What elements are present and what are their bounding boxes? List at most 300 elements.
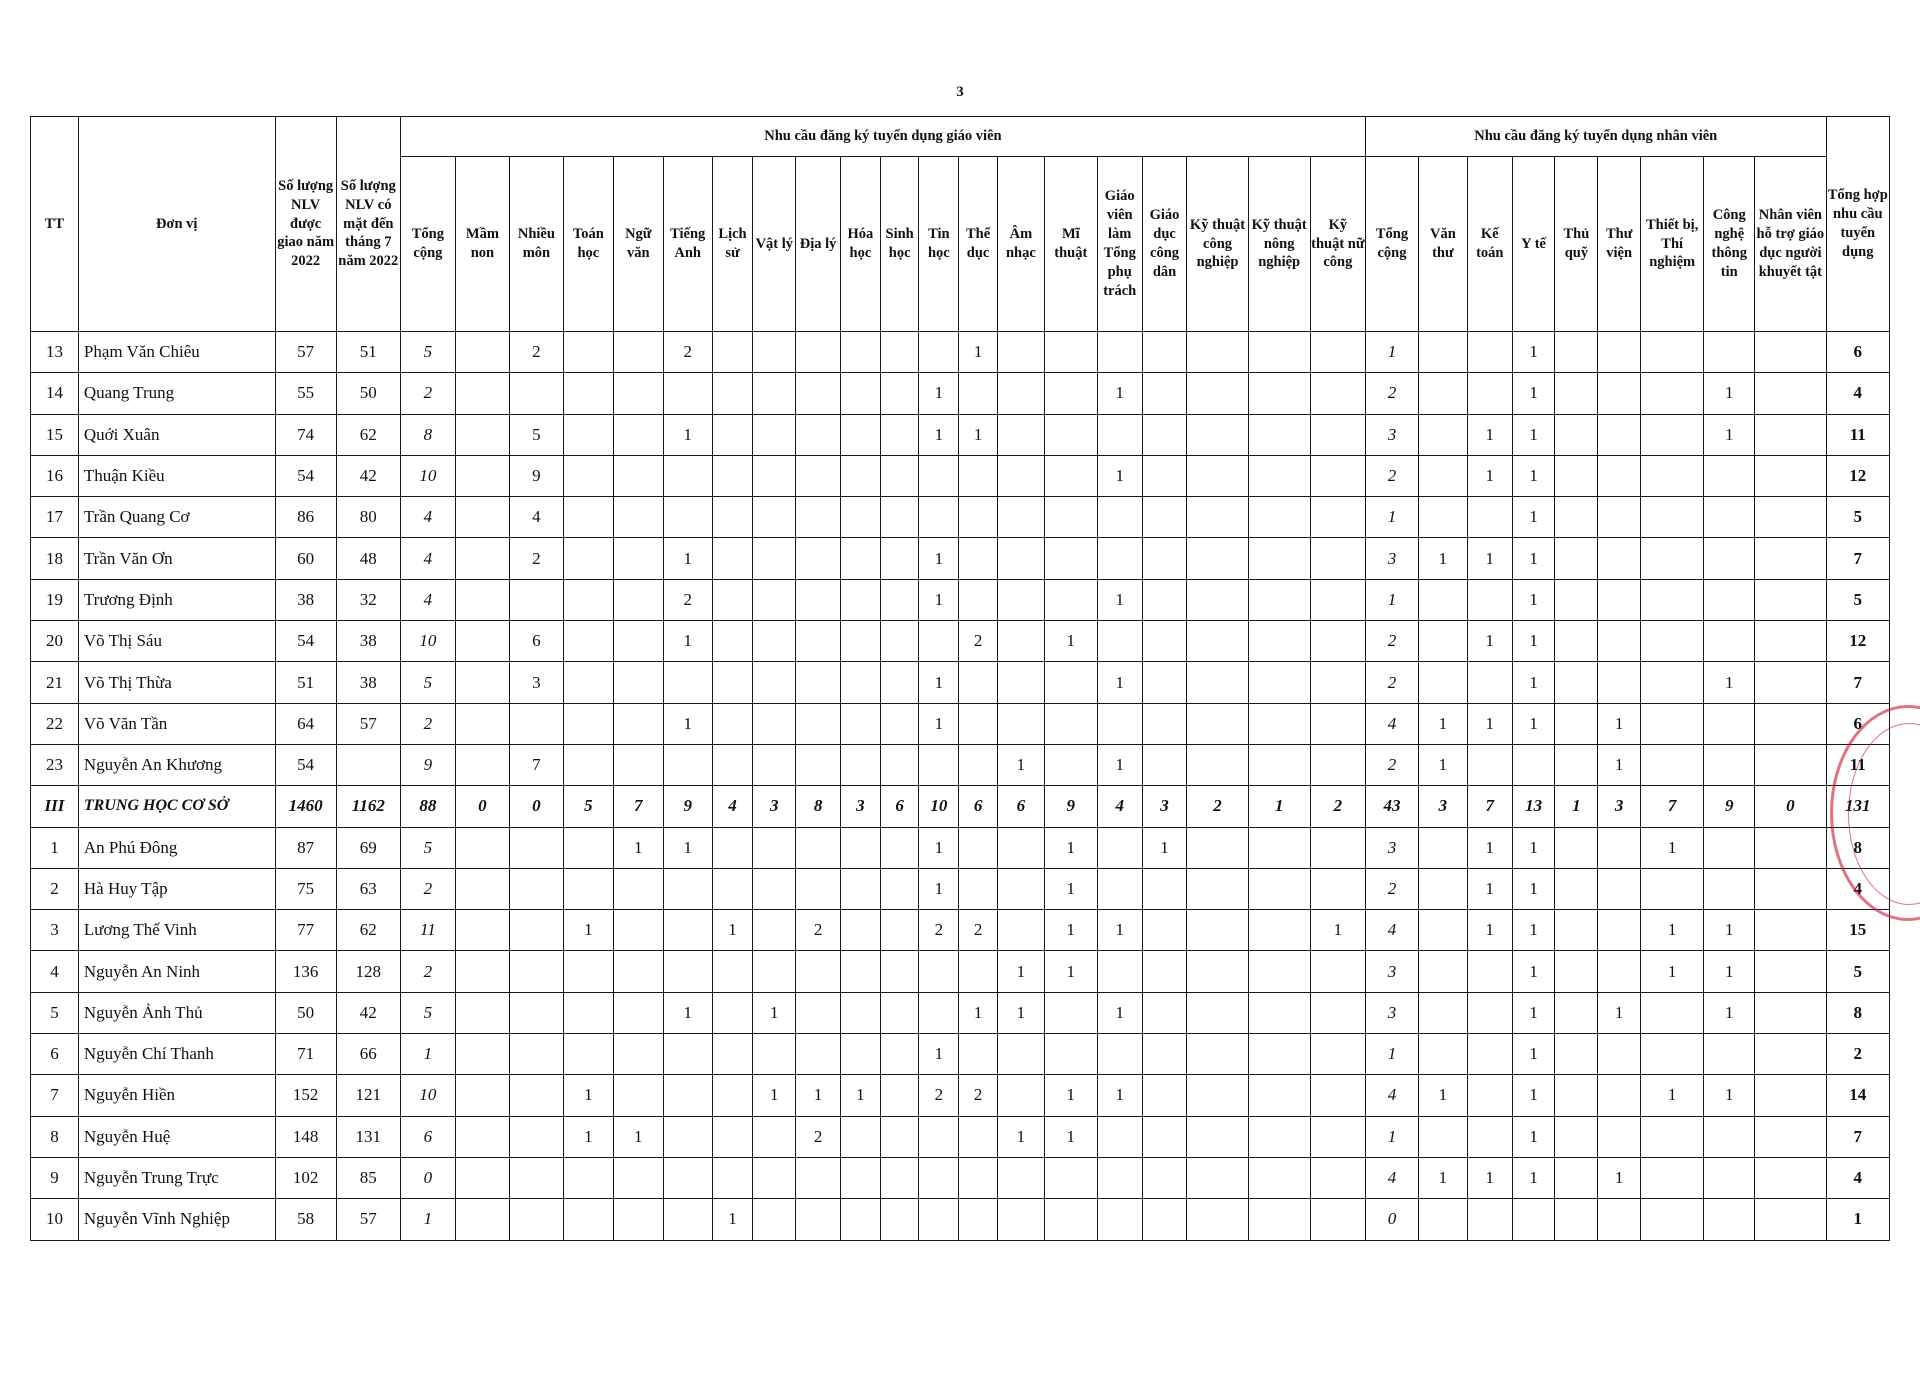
teacher-cell (563, 703, 613, 744)
row-grand-total: 15 (1826, 910, 1889, 951)
teacher-cell (1248, 992, 1310, 1033)
teacher-cell (1097, 497, 1142, 538)
teacher-cell: 1 (841, 1075, 881, 1116)
staff-cell (1598, 332, 1641, 373)
teacher-cell: 1 (919, 703, 959, 744)
row-quota: 75 (275, 868, 336, 909)
teacher-cell (1310, 332, 1365, 373)
staff-cell: 1 (1598, 703, 1641, 744)
teacher-cell: 1 (1044, 868, 1097, 909)
teacher-cell (712, 579, 753, 620)
staff-cell (1555, 662, 1598, 703)
teacher-cell: 1 (919, 868, 959, 909)
teacher-cell (509, 373, 563, 414)
teacher-cell (613, 1034, 663, 1075)
header-unit: Đơn vị (78, 117, 275, 332)
staff-cell (1418, 414, 1467, 455)
row-tt: 1 (31, 827, 79, 868)
staff-total-cell: 1 (1365, 332, 1418, 373)
teacher-cell (1248, 455, 1310, 496)
teacher-cell (663, 868, 712, 909)
teacher-cell (455, 455, 509, 496)
row-tt: 5 (31, 992, 79, 1033)
teacher-cell (1248, 332, 1310, 373)
header-teacher-col: Mĩ thuật (1044, 157, 1097, 332)
teacher-cell (1187, 497, 1248, 538)
teacher-cell (959, 455, 998, 496)
row-present: 69 (336, 827, 400, 868)
teacher-cell (509, 1116, 563, 1157)
teacher-cell (1310, 621, 1365, 662)
row-unit-name: Thuận Kiều (78, 455, 275, 496)
staff-cell: 1 (1512, 827, 1555, 868)
staff-cell: 7 (1467, 786, 1512, 827)
teacher-cell (1142, 1116, 1187, 1157)
teacher-cell (563, 414, 613, 455)
teacher-cell (880, 1116, 919, 1157)
teacher-cell (880, 827, 919, 868)
staff-cell: 1 (1641, 951, 1704, 992)
teacher-cell (712, 373, 753, 414)
staff-cell (1641, 868, 1704, 909)
table-row (31, 1116, 1890, 1157)
teacher-total-cell: 4 (400, 579, 455, 620)
teacher-cell (563, 497, 613, 538)
teacher-cell: 7 (509, 744, 563, 785)
teacher-cell (663, 1116, 712, 1157)
header-staff-col: Thủ quỹ (1555, 157, 1598, 332)
teacher-cell (1310, 662, 1365, 703)
staff-cell (1418, 992, 1467, 1033)
teacher-cell (613, 744, 663, 785)
row-grand-total: 7 (1826, 662, 1889, 703)
teacher-cell (455, 1199, 509, 1240)
teacher-cell (753, 744, 796, 785)
table-row (31, 868, 1890, 909)
teacher-total-cell: 2 (400, 951, 455, 992)
staff-cell (1641, 662, 1704, 703)
staff-cell: 1 (1418, 1157, 1467, 1198)
row-quota: 57 (275, 332, 336, 373)
staff-cell: 1 (1512, 621, 1555, 662)
table-row (31, 662, 1890, 703)
teacher-cell: 3 (841, 786, 881, 827)
teacher-cell (841, 414, 881, 455)
teacher-cell (1310, 1075, 1365, 1116)
teacher-cell (959, 951, 998, 992)
teacher-cell (509, 827, 563, 868)
staff-cell (1704, 744, 1755, 785)
staff-cell (1641, 621, 1704, 662)
staff-cell (1598, 497, 1641, 538)
row-present: 63 (336, 868, 400, 909)
teacher-cell (1044, 497, 1097, 538)
teacher-cell (455, 868, 509, 909)
teacher-cell (919, 332, 959, 373)
row-tt: III (31, 786, 79, 827)
staff-total-cell: 3 (1365, 538, 1418, 579)
teacher-cell (613, 951, 663, 992)
staff-cell: 1 (1598, 992, 1641, 1033)
teacher-cell (563, 744, 613, 785)
teacher-cell (1187, 621, 1248, 662)
teacher-cell (919, 497, 959, 538)
teacher-cell: 1 (663, 538, 712, 579)
row-grand-total: 12 (1826, 455, 1889, 496)
teacher-cell (663, 744, 712, 785)
teacher-cell (1187, 1034, 1248, 1075)
teacher-cell (613, 414, 663, 455)
teacher-cell (841, 1199, 881, 1240)
teacher-total-cell: 2 (400, 868, 455, 909)
teacher-cell: 1 (959, 992, 998, 1033)
teacher-cell: 1 (1248, 786, 1310, 827)
teacher-cell (1097, 621, 1142, 662)
staff-cell (1598, 662, 1641, 703)
staff-cell (1467, 1034, 1512, 1075)
row-grand-total: 5 (1826, 579, 1889, 620)
header-teacher-col: Giáo dục công dân (1142, 157, 1187, 332)
staff-cell (1418, 579, 1467, 620)
teacher-cell (1310, 951, 1365, 992)
teacher-cell (753, 1034, 796, 1075)
row-present: 131 (336, 1116, 400, 1157)
teacher-cell (509, 1157, 563, 1198)
staff-cell: 1 (1512, 868, 1555, 909)
staff-total-cell: 1 (1365, 579, 1418, 620)
teacher-cell: 6 (880, 786, 919, 827)
teacher-cell (1248, 1199, 1310, 1240)
staff-cell: 1 (1418, 744, 1467, 785)
teacher-cell: 1 (919, 373, 959, 414)
staff-total-cell: 3 (1365, 414, 1418, 455)
staff-total-cell: 4 (1365, 703, 1418, 744)
teacher-cell (712, 414, 753, 455)
teacher-cell (563, 621, 613, 662)
staff-cell (1555, 373, 1598, 414)
staff-cell (1598, 414, 1641, 455)
row-tt: 20 (31, 621, 79, 662)
teacher-cell: 6 (959, 786, 998, 827)
teacher-cell (509, 910, 563, 951)
teacher-total-cell: 4 (400, 538, 455, 579)
table-row (31, 538, 1890, 579)
teacher-cell: 1 (997, 992, 1044, 1033)
teacher-cell: 1 (613, 827, 663, 868)
row-quota: 50 (275, 992, 336, 1033)
teacher-cell (841, 579, 881, 620)
teacher-cell (1248, 621, 1310, 662)
teacher-cell (1097, 1116, 1142, 1157)
staff-cell: 3 (1598, 786, 1641, 827)
table-row (31, 497, 1890, 538)
teacher-cell: 2 (959, 910, 998, 951)
teacher-cell (712, 497, 753, 538)
staff-cell (1467, 579, 1512, 620)
staff-cell (1598, 868, 1641, 909)
staff-cell: 1 (1704, 910, 1755, 951)
staff-cell (1555, 332, 1598, 373)
row-unit-name: Nguyễn An Ninh (78, 951, 275, 992)
header-staff-col: Kế toán (1467, 157, 1512, 332)
teacher-cell (796, 703, 841, 744)
staff-cell: 1 (1418, 703, 1467, 744)
staff-cell: 3 (1418, 786, 1467, 827)
staff-cell (1555, 1157, 1598, 1198)
teacher-cell (841, 992, 881, 1033)
teacher-cell (959, 703, 998, 744)
teacher-cell: 1 (796, 1075, 841, 1116)
row-present: 50 (336, 373, 400, 414)
staff-cell: 1 (1641, 910, 1704, 951)
row-unit-name: Nguyễn An Khương (78, 744, 275, 785)
teacher-cell (1142, 414, 1187, 455)
table-row (31, 1075, 1890, 1116)
teacher-cell (1310, 538, 1365, 579)
teacher-cell: 1 (712, 910, 753, 951)
table-row (31, 1199, 1890, 1240)
teacher-total-cell: 5 (400, 827, 455, 868)
teacher-cell (796, 497, 841, 538)
teacher-cell (1142, 1034, 1187, 1075)
teacher-cell (880, 538, 919, 579)
row-present: 38 (336, 662, 400, 703)
teacher-cell (712, 455, 753, 496)
staff-cell (1467, 1075, 1512, 1116)
staff-total-cell: 0 (1365, 1199, 1418, 1240)
teacher-cell (796, 455, 841, 496)
teacher-cell (613, 455, 663, 496)
header-teacher-group: Nhu cầu đăng ký tuyển dụng giáo viên (400, 117, 1365, 157)
staff-cell (1755, 951, 1826, 992)
staff-cell (1704, 703, 1755, 744)
teacher-cell (1310, 827, 1365, 868)
teacher-cell (997, 827, 1044, 868)
teacher-cell (455, 910, 509, 951)
staff-cell (1418, 910, 1467, 951)
table-row (31, 332, 1890, 373)
teacher-cell (1044, 992, 1097, 1033)
teacher-cell (455, 1157, 509, 1198)
staff-cell (1555, 703, 1598, 744)
header-staff-col: Tổng cộng (1365, 157, 1418, 332)
row-grand-total: 6 (1826, 703, 1889, 744)
staff-cell: 1 (1512, 497, 1555, 538)
staff-total-cell: 4 (1365, 1075, 1418, 1116)
header-teacher-col: Kỹ thuật nữ công (1310, 157, 1365, 332)
teacher-cell (613, 910, 663, 951)
header-staff-col: Công nghệ thông tin (1704, 157, 1755, 332)
teacher-cell: 1 (753, 1075, 796, 1116)
staff-total-cell: 2 (1365, 621, 1418, 662)
row-quota: 87 (275, 827, 336, 868)
staff-cell: 1 (1512, 910, 1555, 951)
header-present: Số lượng NLV có mặt đến tháng 7 năm 2022 (336, 117, 400, 332)
teacher-cell (712, 703, 753, 744)
teacher-total-cell: 10 (400, 1075, 455, 1116)
teacher-cell: 1 (563, 1116, 613, 1157)
teacher-cell (1310, 868, 1365, 909)
row-unit-name: Võ Văn Tần (78, 703, 275, 744)
teacher-cell (1097, 1157, 1142, 1198)
teacher-cell (1310, 1199, 1365, 1240)
teacher-cell (563, 373, 613, 414)
teacher-cell (841, 332, 881, 373)
row-present: 62 (336, 414, 400, 455)
teacher-cell: 1 (1044, 827, 1097, 868)
staff-cell (1418, 1034, 1467, 1075)
row-grand-total: 7 (1826, 1116, 1889, 1157)
row-grand-total: 4 (1826, 868, 1889, 909)
staff-cell: 1 (1512, 992, 1555, 1033)
teacher-cell (663, 1199, 712, 1240)
teacher-cell (1044, 332, 1097, 373)
staff-cell (1598, 455, 1641, 496)
teacher-cell (563, 1199, 613, 1240)
staff-cell (1755, 538, 1826, 579)
teacher-total-cell: 2 (400, 373, 455, 414)
staff-cell (1467, 1116, 1512, 1157)
row-present: 57 (336, 1199, 400, 1240)
row-quota: 58 (275, 1199, 336, 1240)
teacher-cell: 1 (663, 621, 712, 662)
teacher-cell: 7 (613, 786, 663, 827)
teacher-cell (1187, 373, 1248, 414)
teacher-cell (753, 455, 796, 496)
teacher-cell (880, 1157, 919, 1198)
teacher-total-cell: 5 (400, 662, 455, 703)
teacher-cell (1248, 538, 1310, 579)
row-unit-name: Quang Trung (78, 373, 275, 414)
staff-cell (1755, 414, 1826, 455)
teacher-cell (712, 621, 753, 662)
teacher-cell (563, 951, 613, 992)
staff-cell (1418, 868, 1467, 909)
teacher-cell (1142, 868, 1187, 909)
staff-cell: 1 (1467, 621, 1512, 662)
teacher-total-cell: 9 (400, 744, 455, 785)
staff-cell (1598, 1199, 1641, 1240)
teacher-cell (796, 744, 841, 785)
teacher-cell (1142, 703, 1187, 744)
row-grand-total: 1 (1826, 1199, 1889, 1240)
table-row (31, 621, 1890, 662)
row-unit-name: Nguyễn Hiền (78, 1075, 275, 1116)
teacher-cell (1044, 1199, 1097, 1240)
table-row (31, 1157, 1890, 1198)
teacher-cell (841, 662, 881, 703)
row-quota: 60 (275, 538, 336, 579)
teacher-cell: 8 (796, 786, 841, 827)
teacher-cell (753, 703, 796, 744)
teacher-total-cell: 2 (400, 703, 455, 744)
table-row (31, 910, 1890, 951)
teacher-cell (1187, 538, 1248, 579)
header-teacher-col: Tổng cộng (400, 157, 455, 332)
staff-cell (1512, 744, 1555, 785)
teacher-total-cell: 5 (400, 332, 455, 373)
staff-total-cell: 2 (1365, 744, 1418, 785)
staff-cell (1704, 621, 1755, 662)
teacher-cell (919, 455, 959, 496)
staff-cell: 1 (1555, 786, 1598, 827)
header-teacher-col: Giáo viên làm Tổng phụ trách (1097, 157, 1142, 332)
staff-cell (1641, 703, 1704, 744)
teacher-cell: 3 (753, 786, 796, 827)
row-present: 80 (336, 497, 400, 538)
row-tt: 9 (31, 1157, 79, 1198)
teacher-cell (959, 579, 998, 620)
staff-cell (1755, 579, 1826, 620)
teacher-cell: 3 (1142, 786, 1187, 827)
row-unit-name: Trương Định (78, 579, 275, 620)
teacher-cell (1187, 455, 1248, 496)
table-row (31, 827, 1890, 868)
staff-cell (1555, 744, 1598, 785)
teacher-cell (1248, 414, 1310, 455)
teacher-cell (1142, 621, 1187, 662)
teacher-cell (841, 744, 881, 785)
staff-cell: 13 (1512, 786, 1555, 827)
staff-cell (1418, 621, 1467, 662)
staff-total-cell: 2 (1365, 662, 1418, 703)
staff-total-cell: 4 (1365, 910, 1418, 951)
row-tt: 8 (31, 1116, 79, 1157)
teacher-cell (880, 910, 919, 951)
teacher-cell (509, 951, 563, 992)
staff-cell (1418, 373, 1467, 414)
row-present: 42 (336, 992, 400, 1033)
header-teacher-col: Kỹ thuật nông nghiệp (1248, 157, 1310, 332)
row-grand-total: 4 (1826, 1157, 1889, 1198)
staff-cell: 1 (1467, 868, 1512, 909)
teacher-cell (1310, 744, 1365, 785)
table-row (31, 703, 1890, 744)
staff-cell (1555, 538, 1598, 579)
teacher-cell (753, 414, 796, 455)
teacher-cell (997, 414, 1044, 455)
teacher-cell (1097, 868, 1142, 909)
teacher-cell: 2 (959, 621, 998, 662)
teacher-cell (841, 373, 881, 414)
row-tt: 22 (31, 703, 79, 744)
staff-cell: 1 (1512, 1075, 1555, 1116)
staff-cell (1641, 1034, 1704, 1075)
teacher-cell (455, 621, 509, 662)
teacher-cell: 0 (509, 786, 563, 827)
teacher-cell (1248, 744, 1310, 785)
teacher-cell (1248, 951, 1310, 992)
teacher-cell (753, 497, 796, 538)
teacher-cell: 1 (959, 414, 998, 455)
teacher-cell (1248, 497, 1310, 538)
teacher-cell (997, 1157, 1044, 1198)
staff-cell (1641, 414, 1704, 455)
header-staff-col: Y tế (1512, 157, 1555, 332)
teacher-cell (880, 744, 919, 785)
row-grand-total: 7 (1826, 538, 1889, 579)
row-quota: 38 (275, 579, 336, 620)
teacher-cell (455, 332, 509, 373)
staff-cell (1555, 455, 1598, 496)
staff-cell (1467, 662, 1512, 703)
staff-cell: 1 (1704, 951, 1755, 992)
page-number: 3 (956, 84, 964, 100)
teacher-cell (613, 332, 663, 373)
staff-cell: 1 (1512, 951, 1555, 992)
teacher-cell (712, 1075, 753, 1116)
teacher-cell (509, 703, 563, 744)
